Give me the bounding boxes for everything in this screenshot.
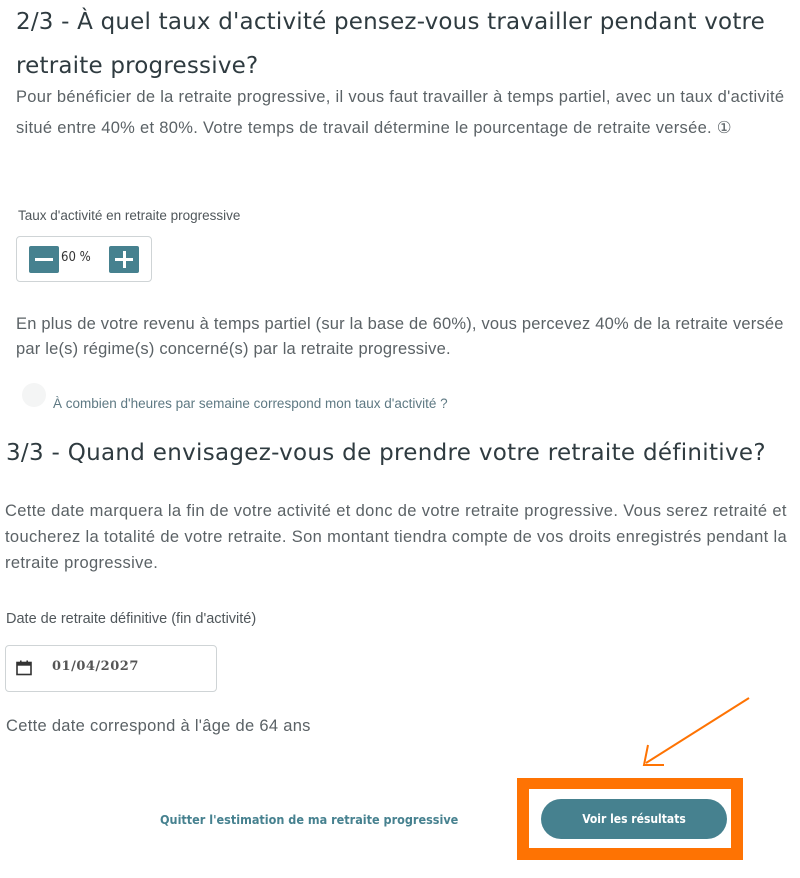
activity-rate-stepper <box>16 236 152 282</box>
final-date-value: 01/04/2027 <box>52 659 139 674</box>
rate-info-text: En plus de votre revenu à temps partiel (sur la base de 60%), vous percevez 40% de la retraite versée par le(s) régime(s) concerné(s) par la retraite progressive. <box>16 315 784 358</box>
activity-rate-value: 60 % <box>61 250 91 265</box>
question2-title: 2/3 - À quel taux d'activité pensez-vous travailler pendant votre retraite progressive? <box>16 9 766 79</box>
minus-icon <box>35 258 53 261</box>
question3-title: 3/3 - Quand envisagez-vous de prendre votre retraite définitive? <box>6 440 766 466</box>
question3-description: Cette date marquera la fin de votre activité et donc de votre retraite progressive. Vous serez retraité et toucherez la totalité de votre retraite. Son montant tiendra compte de vos droits enregistrés pendant la retraite progressive. <box>5 502 788 572</box>
final-date-label: Date de retraite définitive (fin d'activité) <box>6 611 257 627</box>
calendar-icon[interactable] <box>16 660 32 676</box>
question2-description: Pour bénéficier de la retraite progressive, il vous faut travailler à temps partiel, avec un taux d'activité situé entre 40% et 80%. Votre temps de travail détermine le pourcentage de retraite versée. ① <box>16 88 785 137</box>
age-info-text: Cette date correspond à l'âge de 64 ans <box>6 717 311 735</box>
increase-rate-button[interactable] <box>109 246 139 273</box>
decrease-rate-button[interactable] <box>29 246 59 273</box>
hours-toggle-icon[interactable] <box>22 383 46 407</box>
hours-per-week-link[interactable]: À combien d'heures par semaine correspond mon taux d'activité ? <box>53 396 448 411</box>
quit-estimation-link[interactable]: Quitter l'estimation de ma retraite progressive <box>160 812 459 827</box>
final-date-input[interactable] <box>5 645 217 692</box>
activity-rate-label: Taux d'activité en retraite progressive <box>18 208 241 223</box>
view-results-button[interactable]: Voir les résultats <box>541 799 727 839</box>
